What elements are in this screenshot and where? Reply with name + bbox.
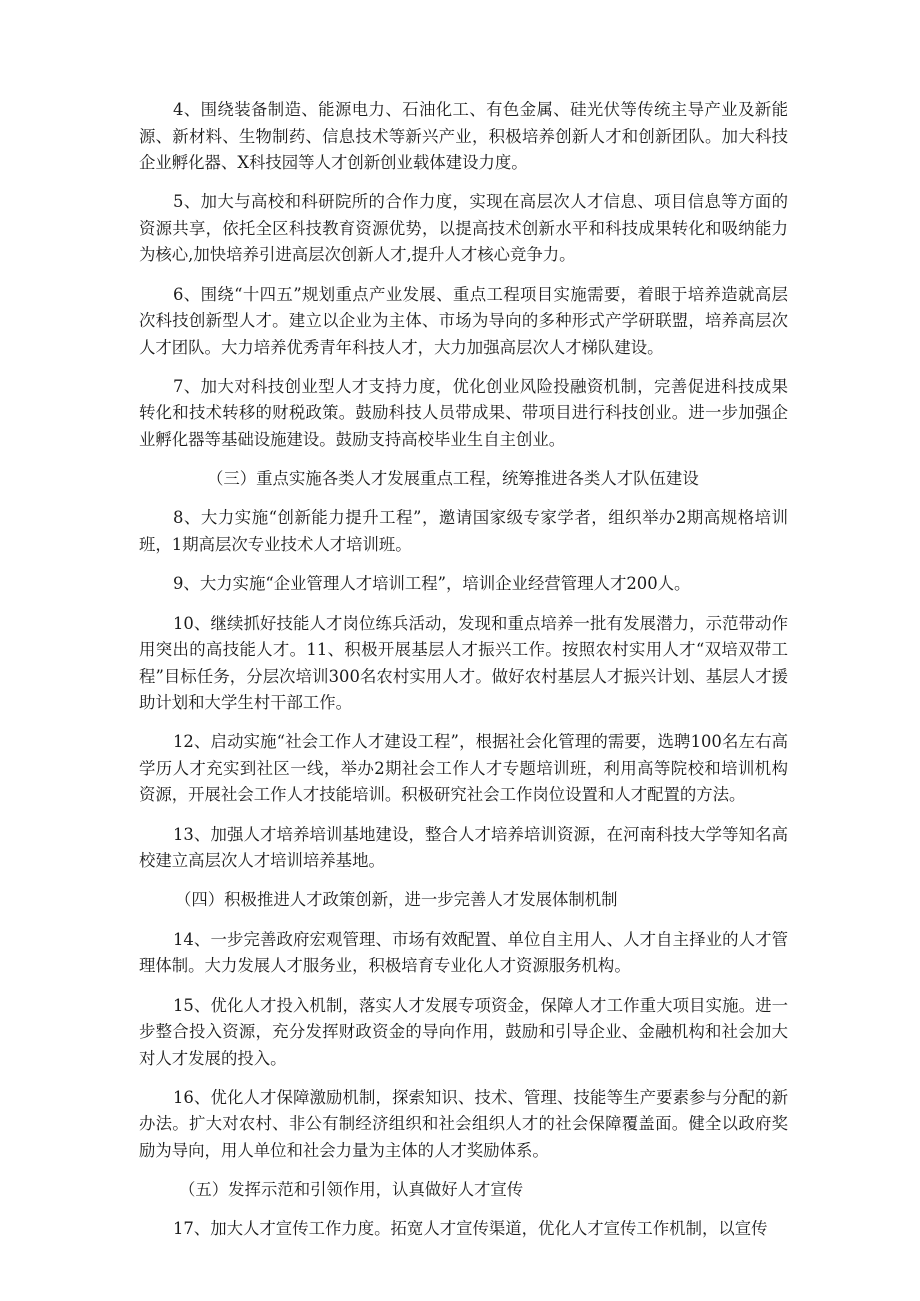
paragraph-5: 5、加大与高校和科研院所的合作力度，实现在高层次人才信息、项目信息等方面的资源共享，依托全区科技教育资源优势，以提高技术创新水平和科技成果转化和吸纳能力为核心,加快培养引进高层次创新人才,提升人才核心竞争力。 — [139, 192, 788, 265]
paragraph-9: 9、大力实施“企业管理人才培训工程”，培训企业经营管理人才200人。 — [173, 574, 691, 594]
paragraph-7: 7、加大对科技创业型人才支持力度，优化创业风险投融资机制，完善促进科技成果转化和技术转移的财税政策。鼓励科技人员带成果、带项目进行科技创业。进一步加强企业孵化器等基础设施建设。鼓励支持高校毕业生自主创业。 — [139, 376, 788, 449]
paragraph-12: 12、启动实施“社会工作人才建设工程”，根据社会化管理的需要，选聘100名左右高学历人才充实到社区一线，举办2期社会工作人才专题培训班，利用高等院校和培训机构资源，开展社会工作人才技能培训。积极研究社会工作岗位设置和人才配置的方法。 — [139, 732, 788, 805]
paragraph-14: 14、一步完善政府宏观管理、市场有效配置、单位自主用人、人才自主择业的人才管理体制。大力发展人才服务业，积极培育专业化人才资源服务机构。 — [139, 929, 788, 976]
section-heading-5: （五）发挥示范和引领作用，认真做好人才宣传 — [179, 1180, 524, 1200]
paragraph-10: 10、继续抓好技能人才岗位练兵活动，发现和重点培养一批有发展潜力，示范带动作用突出的高技能人才。11、积极开展基层人才振兴工作。按照农村实用人才“双培双带工程”目标任务，分层次培训300名农村实用人才。做好农村基层人才振兴计划、基层人才援助计划和大学生村干部工作。 — [139, 613, 788, 713]
paragraph-16: 16、优化人才保障激励机制，探索知识、技术、管理、技能等生产要素参与分配的新办法。扩大对农村、非公有制经济组织和社会组织人才的社会保障覆盖面。健全以政府奖励为导向，用人单位和社会力量为主体的人才奖励体系。 — [139, 1087, 788, 1160]
section-heading-3: （三）重点实施各类人才发展重点工程，统筹推进各类人才队伍建设 — [207, 469, 699, 489]
section-heading-4: （四）积极推进人才政策创新，进一步完善人才发展体制机制 — [175, 890, 618, 910]
paragraph-13: 13、加强人才培养培训基地建设，整合人才培养培训资源，在河南科技大学等知名高校建立高层次人才培训培养基地。 — [139, 824, 788, 871]
paragraph-8: 8、大力实施“创新能力提升工程”，邀请国家级专家学者，组织举办2期高规格培训班，1期高层次专业技术人才培训班。 — [139, 508, 788, 554]
paragraph-15: 15、优化人才投入机制，落实人才发展专项资金，保障人才工作重大项目实施。进一步整合投入资源，充分发挥财政资金的导向作用，鼓励和引导企业、金融机构和社会加大对人才发展的投入。 — [139, 995, 788, 1068]
document-body — [139, 97, 788, 1256]
paragraph-6: 6、围绕“十四五”规划重点产业发展、重点工程项目实施需要，着眼于培养造就高层次科技创新型人才。建立以企业为主体、市场为导向的多种形式产学研联盟，培养高层次人才团队。大力培养优秀青年科技人才，大力加强高层次人才梯队建设。 — [139, 284, 788, 357]
paragraph-4: 4、围绕装备制造、能源电力、石油化工、有色金属、硅光伏等传统主导产业及新能源、新材料、生物制药、信息技术等新兴产业，积极培养创新人才和创新团队。加大科技企业孵化器、X科技园等人才创新创业载体建设力度。 — [139, 100, 788, 172]
paragraph-17: 17、加大人才宣传工作力度。拓宽人才宣传渠道，优化人才宣传工作机制，以宣传 — [173, 1219, 768, 1239]
